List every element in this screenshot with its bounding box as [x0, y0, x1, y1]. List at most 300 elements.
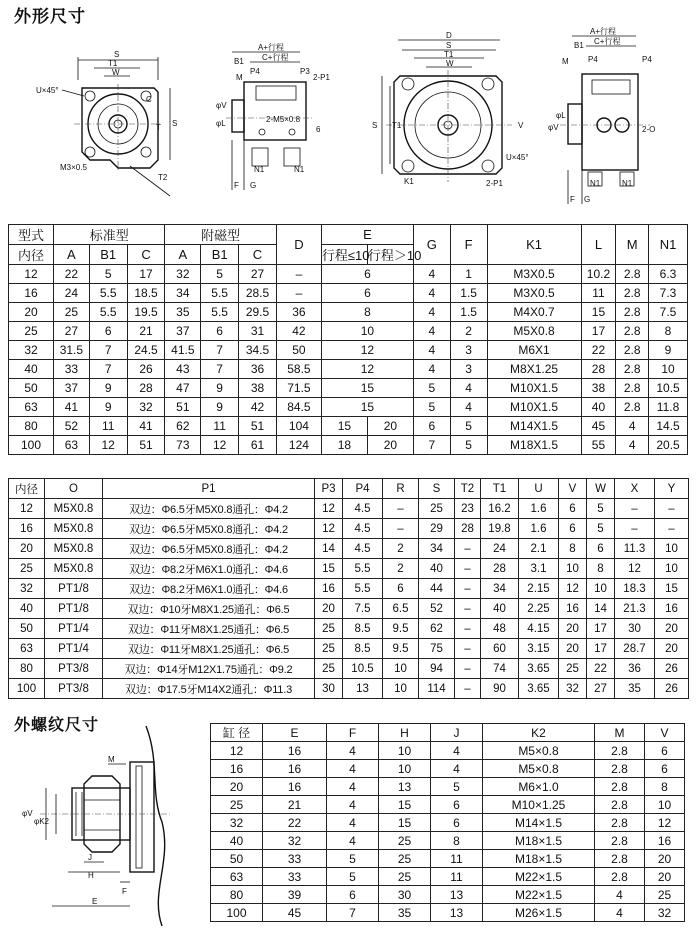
- table3-row: [211, 796, 685, 814]
- table2-cell-P1: 双边：Φ17.5牙M14X2通孔：Φ11.3: [103, 679, 315, 699]
- table2-cell: 18.3: [615, 579, 655, 599]
- table2-cell: 17: [587, 619, 615, 639]
- table1-cell: 3: [450, 360, 487, 379]
- thread-label-J: J: [88, 853, 92, 862]
- label-P4-2b: P4: [642, 55, 652, 64]
- table2-header-cell: P1: [103, 479, 315, 499]
- label-T1-vertical-2: T1: [392, 121, 402, 130]
- table1-cell: 43: [165, 360, 201, 379]
- table1-cell: 84.5: [276, 398, 321, 417]
- label-P3-1: P3: [300, 67, 310, 76]
- table2-cell: –: [455, 539, 481, 559]
- table1-cell: 7.3: [649, 284, 688, 303]
- label-P4-2a: P4: [588, 55, 598, 64]
- table1-cell: 2.8: [616, 398, 649, 417]
- table1-cell: 4: [450, 398, 487, 417]
- side-view-small-bore: [216, 42, 330, 190]
- table1-cell: 20.5: [649, 436, 688, 455]
- table3-cell: 5: [327, 868, 379, 886]
- table3-cell: 4: [431, 742, 483, 760]
- table2-row: [9, 619, 689, 639]
- table1-header-N1: N1: [649, 225, 688, 265]
- table2-cell: 16: [315, 579, 343, 599]
- table2-cell: PT1/4: [45, 619, 103, 639]
- table2-cell: –: [455, 679, 481, 699]
- label-Cplus-1: C+行程: [262, 53, 289, 62]
- label-N1-2a: N1: [590, 179, 601, 188]
- table3-cell: 4: [595, 904, 645, 922]
- table3-header-cell: H: [379, 724, 431, 742]
- table3-cell: 21: [263, 796, 327, 814]
- external-thread-drawing: [0, 722, 200, 928]
- table1-cell: 38: [239, 379, 277, 398]
- table3-cell: 13: [431, 904, 483, 922]
- table1-cell: 9: [201, 379, 239, 398]
- table1-cell: 34.5: [239, 341, 277, 360]
- table1-row: [9, 265, 688, 284]
- table1-cell: 18: [321, 436, 367, 455]
- table3-cell: M10×1.25: [483, 796, 595, 814]
- table3-row: [211, 814, 685, 832]
- label-V-2: V: [518, 121, 524, 130]
- table2-cell: 36: [615, 659, 655, 679]
- table2-cell: –: [615, 519, 655, 539]
- table2-cell: 16: [655, 599, 689, 619]
- table3-cell: 7: [327, 904, 379, 922]
- table2-cell-P1: 双边：Φ11牙M8X1.25通孔：Φ6.5: [103, 619, 315, 639]
- table1-cell: M3X0.5: [487, 265, 581, 284]
- table2-cell: –: [455, 659, 481, 679]
- table2-cell: 75: [419, 639, 455, 659]
- table1-cell: 12: [201, 436, 239, 455]
- table1-cell: 26: [127, 360, 165, 379]
- table1-cell: 17: [581, 322, 616, 341]
- table1-header-M: M: [616, 225, 649, 265]
- label-B1-1: B1: [234, 57, 244, 66]
- table1-header-magnetic: 附磁型: [165, 225, 276, 245]
- table3-row: [211, 832, 685, 850]
- table1-cell-E: 12: [321, 360, 413, 379]
- table3-cell: 32: [211, 814, 263, 832]
- table1-cell: 9: [89, 398, 127, 417]
- table2-cell: 6: [587, 539, 615, 559]
- table3-cell: 16: [263, 778, 327, 796]
- table1-cell: 41.5: [165, 341, 201, 360]
- table2-cell: 94: [419, 659, 455, 679]
- thread-label-M: M: [108, 755, 115, 764]
- table2-cell: 63: [9, 639, 45, 659]
- table2-cell: 6: [559, 499, 587, 519]
- table1-header-F: F: [450, 225, 487, 265]
- table1-cell: 5.5: [89, 303, 127, 322]
- label-G-2: G: [584, 195, 591, 204]
- label-phiL-1: φL: [216, 119, 226, 128]
- table1-cell: M5X0.8: [487, 322, 581, 341]
- table1-subheader: C: [127, 245, 165, 265]
- table3-row: [211, 742, 685, 760]
- table1-header-G: G: [413, 225, 450, 265]
- table3-cell: M6×1.0: [483, 778, 595, 796]
- table1-cell: 9: [649, 341, 688, 360]
- table3-cell: 8: [431, 832, 483, 850]
- table3-cell: 2.8: [595, 814, 645, 832]
- label-S-vertical: S: [172, 119, 178, 128]
- table2-row: [9, 639, 689, 659]
- table1-cell: 7: [413, 436, 450, 455]
- table2-cell: 23: [455, 499, 481, 519]
- table2-cell-P1: 双边：Φ6.5牙M5X0.8通孔：Φ4.2: [103, 539, 315, 559]
- table2-cell: 5: [587, 499, 615, 519]
- outline-dimensions-title: 外形尺寸: [14, 7, 86, 27]
- label-M3: M3×0.5: [60, 163, 87, 172]
- table2-cell: 90: [481, 679, 519, 699]
- table1-cell: 4: [450, 379, 487, 398]
- table1-cell: 124: [276, 436, 321, 455]
- table1-cell: 8: [649, 322, 688, 341]
- table1-cell: 33: [53, 360, 89, 379]
- table3-cell: 20: [211, 778, 263, 796]
- label-Aplus-1: A+行程: [258, 43, 285, 52]
- table1-cell: 41: [53, 398, 89, 417]
- table2-cell: 5.5: [343, 579, 383, 599]
- thread-label-H: H: [88, 871, 94, 880]
- table1-cell: 7: [201, 341, 239, 360]
- table1-cell-E: 10: [321, 322, 413, 341]
- table1-cell: 10.2: [581, 265, 616, 284]
- table1-cell: 2.8: [616, 341, 649, 360]
- table3-cell: 33: [263, 868, 327, 886]
- table2-cell: 19.8: [481, 519, 519, 539]
- table2-cell-P1: 双边：Φ10牙M8X1.25通孔：Φ6.5: [103, 599, 315, 619]
- label-2P1-1: 2-P1: [313, 73, 330, 82]
- table3-cell: 2.8: [595, 868, 645, 886]
- label-N1-2b: N1: [622, 179, 633, 188]
- table3-header-cell: 缸 径: [211, 724, 263, 742]
- table1-cell: 2.8: [616, 322, 649, 341]
- label-P4-1: P4: [250, 67, 260, 76]
- table2-cell: 3.65: [519, 659, 559, 679]
- table1-cell: 27: [239, 265, 277, 284]
- table3-cell: 40: [211, 832, 263, 850]
- table1-cell: 36: [239, 360, 277, 379]
- table2-cell: –: [655, 499, 689, 519]
- table2-cell: 3.15: [519, 639, 559, 659]
- table3-cell: 10: [379, 742, 431, 760]
- table1-cell: 71.5: [276, 379, 321, 398]
- label-M-2: M: [562, 57, 569, 66]
- table1-cell: 2.8: [616, 303, 649, 322]
- table2-cell: 74: [481, 659, 519, 679]
- label-2M5: 2-M5×0.8: [266, 115, 301, 124]
- table2-cell: 13: [343, 679, 383, 699]
- table2-cell-P1: 双边：Φ6.5牙M5X0.8通孔：Φ4.2: [103, 499, 315, 519]
- label-Aplus-2: A+行程: [590, 27, 617, 36]
- table2-cell: 40: [419, 559, 455, 579]
- table2-cell: 22: [587, 659, 615, 679]
- table3-cell: 6: [645, 742, 685, 760]
- table1-header-stroke-le10: 行程≤10: [321, 245, 367, 265]
- table2-cell: 17: [587, 639, 615, 659]
- table1-cell-E: 15: [321, 379, 413, 398]
- table3-cell: 15: [379, 814, 431, 832]
- table2-cell: 16: [9, 519, 45, 539]
- table2-row: [9, 519, 689, 539]
- table2-cell: 15: [315, 559, 343, 579]
- table1-cell: 24: [53, 284, 89, 303]
- table2-cell: 14: [587, 599, 615, 619]
- table3-cell: 6: [431, 814, 483, 832]
- table2-cell: 2: [383, 559, 419, 579]
- table1-cell: 19.5: [127, 303, 165, 322]
- table3-cell: 25: [379, 850, 431, 868]
- table1-cell-E: 15: [321, 398, 413, 417]
- table2-cell: 10: [655, 539, 689, 559]
- table3-row: [211, 760, 685, 778]
- table1-cell-E: 6: [321, 284, 413, 303]
- table1-cell: 4: [413, 265, 450, 284]
- table1-header-D: D: [276, 225, 321, 265]
- table1-cell: 11: [89, 417, 127, 436]
- table2-cell: 11.3: [615, 539, 655, 559]
- table2-cell-P1: 双边：Φ14牙M12X1.75通孔：Φ9.2: [103, 659, 315, 679]
- table3-cell: 6: [327, 886, 379, 904]
- table2-cell: –: [455, 579, 481, 599]
- label-phiV-1: φV: [216, 101, 227, 110]
- table3-cell: 20: [645, 850, 685, 868]
- table3-cell: M26×1.5: [483, 904, 595, 922]
- table3-cell: M5×0.8: [483, 760, 595, 778]
- table2-header-cell: O: [45, 479, 103, 499]
- table1-cell: 5: [89, 265, 127, 284]
- table2-cell: 12: [559, 579, 587, 599]
- label-2O: 2-O: [642, 125, 656, 134]
- table2-cell: 28.7: [615, 639, 655, 659]
- table2-cell: 9.5: [383, 639, 419, 659]
- table2-cell: –: [615, 499, 655, 519]
- front-view-large-bore: [372, 31, 529, 188]
- table3-cell: 22: [263, 814, 327, 832]
- table2-cell: 4.5: [343, 539, 383, 559]
- label-F-1: F: [234, 181, 239, 190]
- table1-cell: 1.5: [450, 303, 487, 322]
- table1-row: [9, 379, 688, 398]
- table2-cell: 32: [559, 679, 587, 699]
- label-M-1: M: [236, 73, 243, 82]
- table1-cell: 104: [276, 417, 321, 436]
- table2-cell: 8: [559, 539, 587, 559]
- table1-cell: 5: [413, 379, 450, 398]
- table2-header-cell: V: [559, 479, 587, 499]
- table2-cell: 26: [655, 659, 689, 679]
- table1-cell: M4X0.7: [487, 303, 581, 322]
- label-K1: K1: [404, 177, 414, 186]
- table1-cell: 9: [201, 398, 239, 417]
- table2-cell: 60: [481, 639, 519, 659]
- table2-cell: –: [455, 639, 481, 659]
- table3-cell: 4: [327, 778, 379, 796]
- table2-cell: 2.1: [519, 539, 559, 559]
- table3-cell: 15: [379, 796, 431, 814]
- table1-cell: 36: [276, 303, 321, 322]
- table1-cell: 6.3: [649, 265, 688, 284]
- table2-cell: 25: [9, 559, 45, 579]
- label-phiV-2: φV: [548, 123, 559, 132]
- table1-cell: 51: [165, 398, 201, 417]
- table1-cell: 31.5: [53, 341, 89, 360]
- table2-cell: 21.3: [615, 599, 655, 619]
- table2-cell: 12: [315, 499, 343, 519]
- table1-cell: 11: [581, 284, 616, 303]
- table3-cell: 16: [263, 760, 327, 778]
- table1-cell: 4: [616, 436, 649, 455]
- table1-cell: M8X1.25: [487, 360, 581, 379]
- table1-cell: 4: [413, 341, 450, 360]
- table1-cell: 50: [9, 379, 54, 398]
- table1-cell: 7.5: [649, 303, 688, 322]
- table2-cell: 50: [9, 619, 45, 639]
- table1-cell: 22: [581, 341, 616, 360]
- table1-cell: 21: [127, 322, 165, 341]
- table2-row: [9, 579, 689, 599]
- table2-cell: 40: [9, 599, 45, 619]
- table1-cell: 10: [649, 360, 688, 379]
- table2-cell: 14: [315, 539, 343, 559]
- table1-cell: 28: [127, 379, 165, 398]
- table3-cell: 45: [263, 904, 327, 922]
- table3-header-cell: E: [263, 724, 327, 742]
- table1-cell: 16: [9, 284, 54, 303]
- table1-cell: 58.5: [276, 360, 321, 379]
- table1-header-L: L: [581, 225, 616, 265]
- table1-row: [9, 303, 688, 322]
- table1-cell: M10X1.5: [487, 398, 581, 417]
- table1-cell: 5: [450, 436, 487, 455]
- table2-cell: 8.5: [343, 639, 383, 659]
- table1-subheader: C: [239, 245, 277, 265]
- table1-cell: 1: [450, 265, 487, 284]
- label-C-front: C: [146, 95, 152, 104]
- table3-row: [211, 868, 685, 886]
- table3-cell: 4: [327, 742, 379, 760]
- table1-cell: 2.8: [616, 265, 649, 284]
- table3-cell: 6: [431, 796, 483, 814]
- table1-cell: 37: [53, 379, 89, 398]
- table1-cell: 4: [616, 417, 649, 436]
- table2-cell: 20: [315, 599, 343, 619]
- table3-cell: 4: [327, 796, 379, 814]
- table1-cell: 20: [9, 303, 54, 322]
- table1-cell: 38: [581, 379, 616, 398]
- table3-cell: 32: [645, 904, 685, 922]
- table1-cell: 9: [89, 379, 127, 398]
- table1-cell: 20: [367, 417, 413, 436]
- table1-header-stroke-gt10: 行程＞10: [367, 245, 413, 265]
- table3-cell: 10: [645, 796, 685, 814]
- table2-cell: 28: [455, 519, 481, 539]
- table2-cell: 48: [481, 619, 519, 639]
- table1-row: [9, 341, 688, 360]
- label-F-2: F: [570, 195, 575, 204]
- table3-cell: 12: [211, 742, 263, 760]
- label-S: S: [114, 50, 120, 59]
- table1-cell: 2: [450, 322, 487, 341]
- table1-row: [9, 398, 688, 417]
- table3-header-row: [211, 724, 685, 742]
- table3-cell: 13: [379, 778, 431, 796]
- table1-cell: 34: [165, 284, 201, 303]
- table2-cell: –: [383, 519, 419, 539]
- table2-cell: 2: [383, 539, 419, 559]
- table2-cell-P1: 双边：Φ8.2牙M6X1.0通孔：Φ4.6: [103, 559, 315, 579]
- label-phiL-2: φL: [556, 111, 566, 120]
- table2-cell: 35: [615, 679, 655, 699]
- label-T: T: [156, 123, 161, 132]
- table2-header-cell: W: [587, 479, 615, 499]
- front-view-small-bore: [36, 50, 177, 196]
- table2-cell: 52: [419, 599, 455, 619]
- table2-cell: 6: [383, 579, 419, 599]
- table2-cell: 29: [419, 519, 455, 539]
- table1-cell: 27: [53, 322, 89, 341]
- label-S-vertical-2: S: [372, 121, 378, 130]
- table3-row: [211, 778, 685, 796]
- table3-row: [211, 850, 685, 868]
- table2-cell: 26: [655, 679, 689, 699]
- table3-cell: M22×1.5: [483, 886, 595, 904]
- table2-cell: PT1/4: [45, 639, 103, 659]
- table1-cell: 22: [53, 265, 89, 284]
- table1-cell: 40: [9, 360, 54, 379]
- table1-cell: 100: [9, 436, 54, 455]
- table2-cell: 12: [315, 519, 343, 539]
- table1-cell: 11: [201, 417, 239, 436]
- label-W: W: [112, 68, 120, 77]
- table1-header-row-1: [9, 225, 688, 245]
- table1-header-standard: 标准型: [53, 225, 164, 245]
- table1-cell: 55: [581, 436, 616, 455]
- table1-cell: 1.5: [450, 284, 487, 303]
- table2-cell: 25: [419, 499, 455, 519]
- label-N1-1a: N1: [254, 165, 265, 174]
- table3-cell: 25: [645, 886, 685, 904]
- table3-cell: 80: [211, 886, 263, 904]
- table2-cell: 20: [559, 639, 587, 659]
- table2-header-cell: S: [419, 479, 455, 499]
- table3-cell: 6: [645, 760, 685, 778]
- table3-cell: 39: [263, 886, 327, 904]
- table1-header-E: E: [321, 225, 413, 245]
- table2-cell: 80: [9, 659, 45, 679]
- table1-cell: 4: [413, 284, 450, 303]
- table2-cell: 20: [9, 539, 45, 559]
- table2-header-cell: Y: [655, 479, 689, 499]
- table1-cell-E: 6: [321, 265, 413, 284]
- table1-cell: –: [276, 284, 321, 303]
- table1-cell: M3X0.5: [487, 284, 581, 303]
- table2-header-cell: P4: [343, 479, 383, 499]
- table3-cell: 5: [327, 850, 379, 868]
- table1-cell: 7: [89, 341, 127, 360]
- table1-header-bore: 内径: [9, 245, 54, 265]
- table2-cell: M5X0.8: [45, 519, 103, 539]
- table3-cell: 20: [645, 868, 685, 886]
- table2-cell: 10: [587, 579, 615, 599]
- table2-cell: PT1/8: [45, 579, 103, 599]
- thread-label-phiV: φV: [22, 809, 33, 818]
- table2-cell: 5.5: [343, 559, 383, 579]
- table2-cell: PT3/8: [45, 679, 103, 699]
- table2-cell: 4.5: [343, 519, 383, 539]
